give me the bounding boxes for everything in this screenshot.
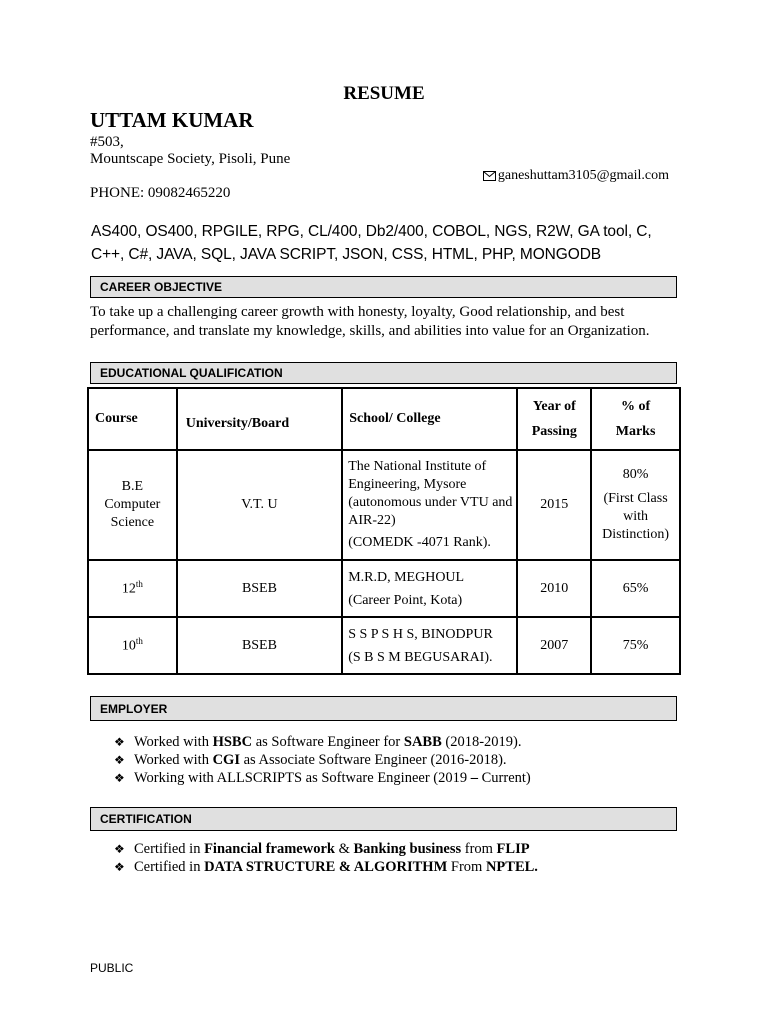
header-university: University/Board [177, 388, 343, 450]
row-course: B.E Computer Science [88, 450, 177, 560]
list-item: ❖ Certified in DATA STRUCTURE & ALGORITHM From NPTEL. [114, 859, 538, 875]
diamond-bullet-icon: ❖ [114, 771, 125, 785]
certification-list [114, 840, 538, 876]
header-marks: % of Marks [591, 388, 680, 450]
diamond-bullet-icon: ❖ [114, 842, 125, 856]
list-item: ❖ Working with ALLSCRIPTS as Software Engineer (2019 – Current) [114, 770, 531, 786]
diamond-bullet-icon: ❖ [114, 753, 125, 767]
row-university: V.T. U [177, 450, 343, 560]
header-school: School/ College [342, 388, 517, 450]
row-year: 2010 [517, 560, 591, 617]
row-school: M.R.D, MEGHOUL (Career Point, Kota) [342, 560, 517, 617]
section-career-objective: CAREER OBJECTIVE [90, 276, 677, 298]
education-table [87, 387, 681, 675]
diamond-bullet-icon: ❖ [114, 735, 125, 749]
employer-list [114, 733, 531, 787]
row-school: The National Institute of Engineering, Mysore (autonomous under VTU and AIR-22) (COMEDK -4071 Rank). [342, 450, 517, 560]
row-year: 2007 [517, 617, 591, 674]
header-course: Course [88, 388, 177, 450]
header-year: Year of Passing [517, 388, 591, 450]
row-marks: 80% (First Class with Distinction) [591, 450, 680, 560]
table-row [88, 560, 680, 617]
phone-number: PHONE: 09082465220 [90, 185, 231, 201]
row-marks: 65% [591, 560, 680, 617]
table-row [88, 617, 680, 674]
envelope-icon [483, 171, 496, 181]
row-year: 2015 [517, 450, 591, 560]
section-educational-qualification: EDUCATIONAL QUALIFICATION [90, 362, 677, 384]
address-line-1: #503, [90, 134, 124, 150]
candidate-name: UTTAM KUMAR [90, 108, 254, 132]
list-item: ❖ Certified in Financial framework & Banking business from FLIP [114, 841, 530, 857]
table-row [88, 450, 680, 560]
resume-title: RESUME [343, 83, 425, 104]
row-marks: 75% [591, 617, 680, 674]
list-item: ❖ Worked with CGI as Associate Software Engineer (2016-2018). [114, 752, 507, 768]
skills-list [91, 220, 671, 266]
diamond-bullet-icon: ❖ [114, 860, 125, 874]
row-school: S S P S H S, BINODPUR (S B S M BEGUSARAI). [342, 617, 517, 674]
career-objective-text: To take up a challenging career growth with honesty, loyalty, Good relationship, and best performance, and translate my knowledge, skills, and abilities into value for an Organization. [90, 304, 650, 339]
row-course: 12th [88, 560, 177, 617]
skills-line-1: AS400, OS400, RPGILE, RPG, CL/400, Db2/400, COBOL, NGS, R2W, GA tool, C, [91, 223, 652, 240]
skills-line-2: C++, C#, JAVA, SQL, JAVA SCRIPT, JSON, CSS, HTML, PHP, MONGODB [91, 246, 602, 263]
section-certification: CERTIFICATION [90, 807, 677, 831]
email-address[interactable]: ganeshuttam3105@gmail.com [497, 168, 669, 183]
row-course: 10th [88, 617, 177, 674]
classification-footer: PUBLIC [90, 961, 134, 975]
row-university: BSEB [177, 617, 343, 674]
row-university: BSEB [177, 560, 343, 617]
email-contact [483, 168, 669, 184]
address-line-2: Mountscape Society, Pisoli, Pune [90, 151, 291, 167]
list-item: ❖ Worked with HSBC as Software Engineer for SABB (2018-2019). [114, 734, 522, 750]
section-employer: EMPLOYER [90, 696, 677, 721]
table-header-row [88, 388, 680, 450]
